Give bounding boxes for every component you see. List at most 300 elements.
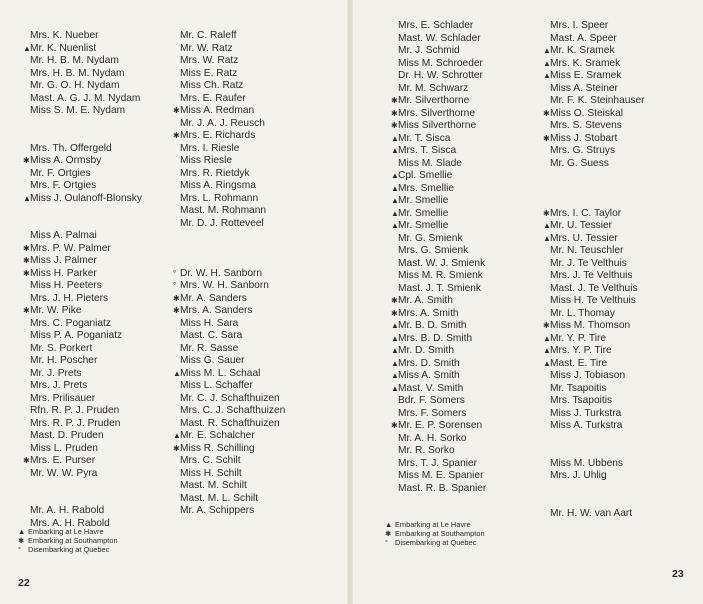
legend-left [18,527,118,554]
passenger-name: Miss M. Slade [398,157,462,169]
passenger-name: Mrs. Tsapoitis [550,395,613,406]
passenger-entry [173,130,285,143]
passenger-marker: ✱ [173,131,180,140]
passenger-marker: ▲ [543,71,551,80]
passenger-marker: ▲ [391,371,399,380]
passenger-name: Miss E. Sramek [550,70,622,81]
passenger-marker: ▲ [391,321,399,330]
list-spacer [180,255,285,268]
passenger-marker: ✱ [23,306,30,315]
passenger-entry [391,170,486,183]
passenger-name: Mrs. R. P. J. Pruden [30,417,121,429]
passenger-entry [180,80,285,93]
passenger-name: Mrs. J. Prets [30,380,88,391]
passenger-entry [30,405,142,418]
passenger-name: Miss M. L. Schaal [180,367,261,379]
passenger-name: Mr. E. P. Sorensen [398,420,483,431]
passenger-marker: ✱ [23,268,30,278]
list-spacer [30,480,142,493]
passenger-name: Mrs. B. D. Smith [398,332,473,344]
passenger-entry [180,380,285,393]
passenger-marker: ▲ [391,346,399,355]
passenger-name: Mrs. I. C. Taylor [550,207,622,219]
passenger-marker: ✱ [173,443,180,453]
passenger-entry [180,455,285,468]
passenger-name: Rfn. R. P. J. Pruden [30,405,120,416]
passenger-entry [550,20,645,33]
passenger-entry [391,145,486,158]
passenger-entry [550,245,645,258]
passenger-marker: ▲ [391,183,399,193]
passenger-entry [30,68,142,81]
passenger-name: Cpl. Smellie [398,170,453,181]
passenger-entry [398,245,486,258]
passenger-entry [550,295,645,308]
passenger-entry [173,105,285,118]
passenger-marker: ° [173,268,177,278]
passenger-name: Mast. V. Smith [398,382,464,394]
passenger-entry [550,508,645,521]
passenger-name: Mr. F. Ortgies [30,167,91,179]
passenger-entry [550,258,645,271]
passenger-marker: ▲ [391,221,399,230]
passenger-marker: ▲ [391,208,399,218]
passenger-name: Dr. W. H. Sanborn [180,267,263,279]
passenger-name: Mr. A. H. Sorko [398,432,467,444]
passenger-entry [30,368,142,381]
page-number-right: 23 [672,568,684,580]
passenger-name: Mrs. Y. P. Tire [550,345,612,356]
passenger-entry [398,58,486,71]
passenger-entry [550,408,645,421]
passenger-marker: ▲ [543,333,551,343]
passenger-name: Miss M. E. Spanier [398,470,484,481]
passenger-marker: ▲ [391,358,399,368]
passenger-name: Mrs. Th. Offergeld [30,142,112,154]
passenger-name: Mast. R. B. Spanier [398,482,487,494]
passenger-marker: ✱ [543,208,550,218]
passenger-name: Mr. D. Smith [398,345,455,356]
passenger-entry [23,192,142,206]
passenger-entry [180,193,285,206]
passenger-entry [30,80,142,93]
passenger-entry [398,20,486,33]
passenger-name: Mrs. J. H. Pieters [30,292,109,304]
passenger-name: Miss H. Parker [30,267,97,279]
passenger-entry [180,180,285,193]
list-spacer [180,230,285,243]
passenger-name: Mrs. F. Ortgies [30,180,97,191]
passenger-marker: ✱ [23,456,30,465]
passenger-name: Mast. C. Sara [180,330,243,341]
passenger-name: Mrs. K. Nueber [30,30,99,41]
passenger-name: Mrs. D. Smith [398,357,460,369]
passenger-name: Mrs. E. Richards [180,130,256,141]
passenger-name: Mast. R. Schafthuizen [180,417,280,429]
passenger-name: Mr. T. Sisca [398,132,451,144]
passenger-name: Mast. W. Schlader [398,32,481,44]
passenger-name: Mr. B. D. Smith [398,320,467,331]
passenger-entry [391,307,486,321]
passenger-name: Mr. H. Poscher [30,355,98,366]
passenger-marker: ▲ [391,146,399,155]
list-spacer [180,243,285,256]
list-spacer [30,118,142,131]
passenger-entry [391,132,486,146]
passenger-marker: ✱ [543,108,550,118]
passenger-entry [180,480,285,493]
passenger-name: Mr. D. J. Rotteveel [180,217,264,229]
passenger-column-1 [23,30,142,530]
passenger-name: Mr. J. Te Velthuis [550,257,627,269]
passenger-name: Mrs. I. Riesle [180,142,240,154]
passenger-name: Mr. J. Schmid [398,45,460,56]
passenger-marker: ✱ [173,306,180,315]
passenger-name: Dr. H. W. Schrotter [398,70,483,81]
passenger-name: Mrs. I. Speer [550,20,609,31]
passenger-name: Miss H. Schilt [180,467,242,479]
passenger-name: Mr. Smellie [398,207,449,219]
passenger-name: Mast. A. G. J. M. Nydam [30,92,141,104]
legend-item-southampton: ✱ Embarking at Southampton [385,529,485,538]
passenger-name: Mrs. C. Poganiatz [30,317,111,329]
passenger-entry [23,455,142,468]
passenger-marker: ▲ [543,233,551,243]
passenger-name: Mr. Y. P. Tire [550,332,607,344]
passenger-name: Mrs. C. J. Schafthuizen [180,405,286,416]
passenger-entry [398,45,486,58]
passenger-entry [550,95,645,108]
passenger-entry [398,83,486,96]
passenger-entry [180,68,285,81]
passenger-marker: ▲ [173,431,181,440]
passenger-name: Mr. E. Schalcher [180,430,255,441]
passenger-marker: ✱ [391,96,398,105]
passenger-name: Miss Ch. Ratz [180,80,244,91]
list-spacer [550,195,645,208]
passenger-name: Miss S. M. E. Nydam [30,105,126,116]
passenger-marker: ✱ [391,296,398,305]
passenger-name: Mr. R. Sorko [398,445,455,456]
list-spacer [550,183,645,196]
passenger-name: Mr. H. B. M. Nydam [30,55,119,66]
passenger-entry [180,418,285,431]
passenger-name: Mr. Smellie [398,195,449,206]
passenger-name: Mast. A. Speer [550,32,617,44]
passenger-entry [23,155,142,168]
legend-item-southampton: ✱ Embarking at Southampton [18,536,118,545]
passenger-name: Miss J. Oulanoff-Blonsky [30,192,142,204]
passenger-entry [398,33,486,46]
passenger-name: Mr. Silverthorne [398,95,470,106]
passenger-entry [543,70,645,83]
passenger-entry [180,43,285,56]
passenger-entry [30,93,142,106]
passenger-name: Miss H. Te Velthuis [550,295,636,306]
passenger-name: Mr. Tsapoitis [550,382,607,394]
passenger-name: Miss M. R. Smienk [398,270,483,281]
passenger-marker: ✱ [543,133,550,143]
passenger-entry [30,55,142,68]
passenger-entry [30,168,142,181]
passenger-entry [23,255,142,268]
passenger-entry [173,442,285,456]
passenger-name: Miss A. Ringsma [180,180,256,191]
passenger-name: Miss M. Ubbens [550,457,624,469]
passenger-name: Mr. C. Raleff [180,30,237,41]
passenger-name: Mr. Smellie [398,220,449,231]
passenger-name: Mr. H. W. van Aart [550,507,633,519]
page-number-left: 22 [18,577,30,589]
passenger-marker: ▲ [23,193,31,203]
passenger-entry [180,493,285,506]
passenger-name: Miss A. Steiner [550,82,618,94]
passenger-entry [391,220,486,233]
passenger-entry [30,380,142,393]
passenger-entry [398,270,486,283]
passenger-marker: ▲ [391,383,399,393]
legend-item-quebec: ° Disembarking at Quebec [18,545,110,554]
passenger-name: Mrs. W. Ratz [180,55,239,66]
passenger-marker: ° [173,281,177,290]
passenger-entry [398,458,486,471]
passenger-entry [398,483,486,496]
passenger-entry [550,383,645,396]
passenger-name: Mr. K. Sramek [550,45,615,56]
passenger-entry [398,283,486,296]
passenger-entry [30,430,142,443]
passenger-entry [180,343,285,356]
passenger-name: Miss H. Sara [180,317,239,329]
passenger-marker: ✱ [23,156,30,165]
passenger-entry [391,382,486,396]
passenger-entry [550,158,645,171]
passenger-name: Mrs. J. Uhlig [550,470,607,481]
passenger-entry [30,393,142,406]
passenger-entry [543,320,645,333]
passenger-marker: ✱ [173,293,180,303]
passenger-entry [180,205,285,218]
list-spacer [30,205,142,218]
passenger-name: Mrs. Smellie [398,182,455,194]
passenger-entry [180,355,285,368]
passenger-entry [180,168,285,181]
passenger-entry [398,408,486,421]
passenger-marker: ✱ [391,121,398,130]
passenger-entry [391,420,486,433]
passenger-entry [23,305,142,318]
passenger-name: Mr. J. A. J. Reusch [180,117,265,129]
passenger-entry [30,418,142,431]
passenger-entry [398,395,486,408]
legend-right [385,520,485,547]
passenger-name: Mr. W. Ratz [180,42,233,54]
passenger-marker: ▲ [391,333,399,343]
list-spacer [550,483,645,496]
passenger-entry [30,343,142,356]
passenger-name: Miss M. Thomson [550,320,631,331]
passenger-entry [30,180,142,193]
passenger-entry [543,232,645,246]
passenger-entry [391,320,486,333]
passenger-entry [391,332,486,346]
passenger-entry [173,367,285,381]
passenger-entry [543,332,645,346]
legend-item-le-havre: ▲ Embarking at Le Havre [385,520,471,529]
passenger-entry [23,242,142,256]
passenger-name: Mr. W. W. Pyra [30,467,98,479]
passenger-name: Mr. M. Schwarz [398,82,469,94]
passenger-entry [398,470,486,483]
passenger-name: Mast. W. J. Smienk [398,257,486,269]
passenger-name: Miss A. Palmai [30,230,97,241]
passenger-entry [391,120,486,133]
passenger-name: Mr. A. Sanders [180,292,247,304]
passenger-entry [550,145,645,158]
passenger-marker: ✱ [391,308,398,318]
passenger-name: Mast. J. Te Velthuis [550,282,638,294]
passenger-entry [398,258,486,271]
passenger-entry [30,105,142,118]
passenger-entry [391,107,486,121]
passenger-entry [550,370,645,383]
passenger-name: Miss R. Schilling [180,442,255,454]
passenger-entry [180,143,285,156]
list-spacer [550,170,645,183]
passenger-marker: ▲ [543,221,551,230]
passenger-entry [391,182,486,196]
passenger-marker: ✱ [543,321,550,330]
passenger-name: Miss E. Ratz [180,67,238,79]
passenger-entry [180,468,285,481]
passenger-entry [391,195,486,208]
passenger-name: Mrs. J. Te Velthuis [550,270,633,281]
passenger-entry [550,270,645,283]
page-gutter [347,0,353,604]
passenger-entry [30,143,142,156]
passenger-entry [391,370,486,383]
passenger-entry [391,295,486,308]
passenger-marker: ▲ [543,346,551,355]
passenger-entry [180,155,285,168]
list-spacer [30,130,142,143]
passenger-entry [180,405,285,418]
passenger-name: Mrs. C. Schilt [180,455,241,466]
passenger-name: Miss J. Tobiason [550,370,626,381]
list-spacer [550,433,645,446]
passenger-name: Mast. E. Tire [550,357,608,369]
passenger-entry [550,308,645,321]
passenger-entry [23,42,142,56]
passenger-entry [543,345,645,358]
passenger-name: Mrs. A. Sanders [180,305,253,316]
passenger-marker: ▲ [391,171,399,180]
passenger-name: Mrs. E. Schlader [398,20,474,31]
passenger-name: Mr. C. J. Schafthuizen [180,392,280,404]
passenger-entry [30,318,142,331]
passenger-name: Miss J. Palmer [30,255,97,266]
passenger-entry [30,443,142,456]
passenger-name: Mrs. Prilisauer [30,392,96,404]
passenger-name: Mast. M. Schilt [180,480,247,491]
passenger-name: Mrs. H. B. M. Nydam [30,67,125,79]
passenger-name: Mr. U. Tessier [550,220,613,231]
passenger-name: Mr. S. Porkert [30,342,93,354]
passenger-name: Mrs. L. Rohmann [180,192,259,204]
passenger-entry [180,330,285,343]
passenger-name: Mr. A. H. Rabold [30,505,105,516]
passenger-name: Miss A. Turkstra [550,420,623,431]
passenger-name: Mrs. T. Sisca [398,145,457,156]
passenger-entry [543,132,645,146]
passenger-name: Mr. R. Sasse [180,342,239,354]
passenger-name: Miss A. Smith [398,370,460,381]
passenger-entry [543,357,645,371]
passenger-entry [23,267,142,281]
passenger-name: Mr. N. Teuschler [550,245,624,256]
passenger-entry [391,95,486,108]
passenger-name: Miss J. Stobart [550,132,618,144]
passenger-name: Mr. G. O. H. Nydam [30,80,120,91]
passenger-entry [173,430,285,443]
passenger-entry [173,267,285,281]
passenger-entry [180,505,285,518]
passenger-name: Miss Riesle [180,155,233,166]
passenger-entry [173,305,285,318]
list-spacer [30,493,142,506]
passenger-name: Mr. F. K. Steinhauser [550,95,645,106]
passenger-entry [180,30,285,43]
passenger-column-2 [173,30,286,518]
passenger-entry [550,33,645,46]
passenger-marker: ✱ [23,243,30,253]
passenger-column-3 [391,20,487,495]
passenger-entry [550,470,645,483]
passenger-name: Mrs. F. Somers [398,407,467,419]
passenger-name: Miss J. Turkstra [550,407,622,419]
passenger-name: Mr. L. Thomay [550,307,615,319]
passenger-entry [180,118,285,131]
passenger-entry [180,93,285,106]
passenger-entry [550,420,645,433]
passenger-entry [550,458,645,471]
passenger-marker: ✱ [23,256,30,265]
legend-item-le-havre: ▲ Embarking at Le Havre [18,527,104,536]
passenger-entry [180,393,285,406]
passenger-entry [30,30,142,43]
passenger-name: Mrs. Silverthorne [398,107,475,119]
passenger-entry [550,395,645,408]
passenger-name: Mrs. K. Sramek [550,57,621,69]
passenger-name: Mrs. A. Smith [398,307,459,319]
passenger-entry [391,207,486,221]
passenger-entry [543,107,645,121]
passenger-name: Mrs. E. Purser [30,455,96,466]
list-spacer [550,495,645,508]
passenger-name: Miss L. Schaffer [180,380,253,391]
passenger-entry [391,345,486,358]
passenger-name: Miss P. A. Poganiatz [30,330,123,341]
passenger-entry [550,83,645,96]
passenger-name: Bdr. F. Somers [398,395,465,406]
passenger-entry [30,293,142,306]
passenger-name: Mrs. W. H. Sanborn [180,280,269,291]
passenger-marker: ✱ [391,108,398,118]
passenger-name: Mrs. S. Stevens [550,120,622,131]
passenger-name: Mrs. G. Smienk [398,245,469,256]
passenger-marker: ▲ [173,368,181,378]
passenger-name: Mr. A. Schippers [180,505,255,516]
